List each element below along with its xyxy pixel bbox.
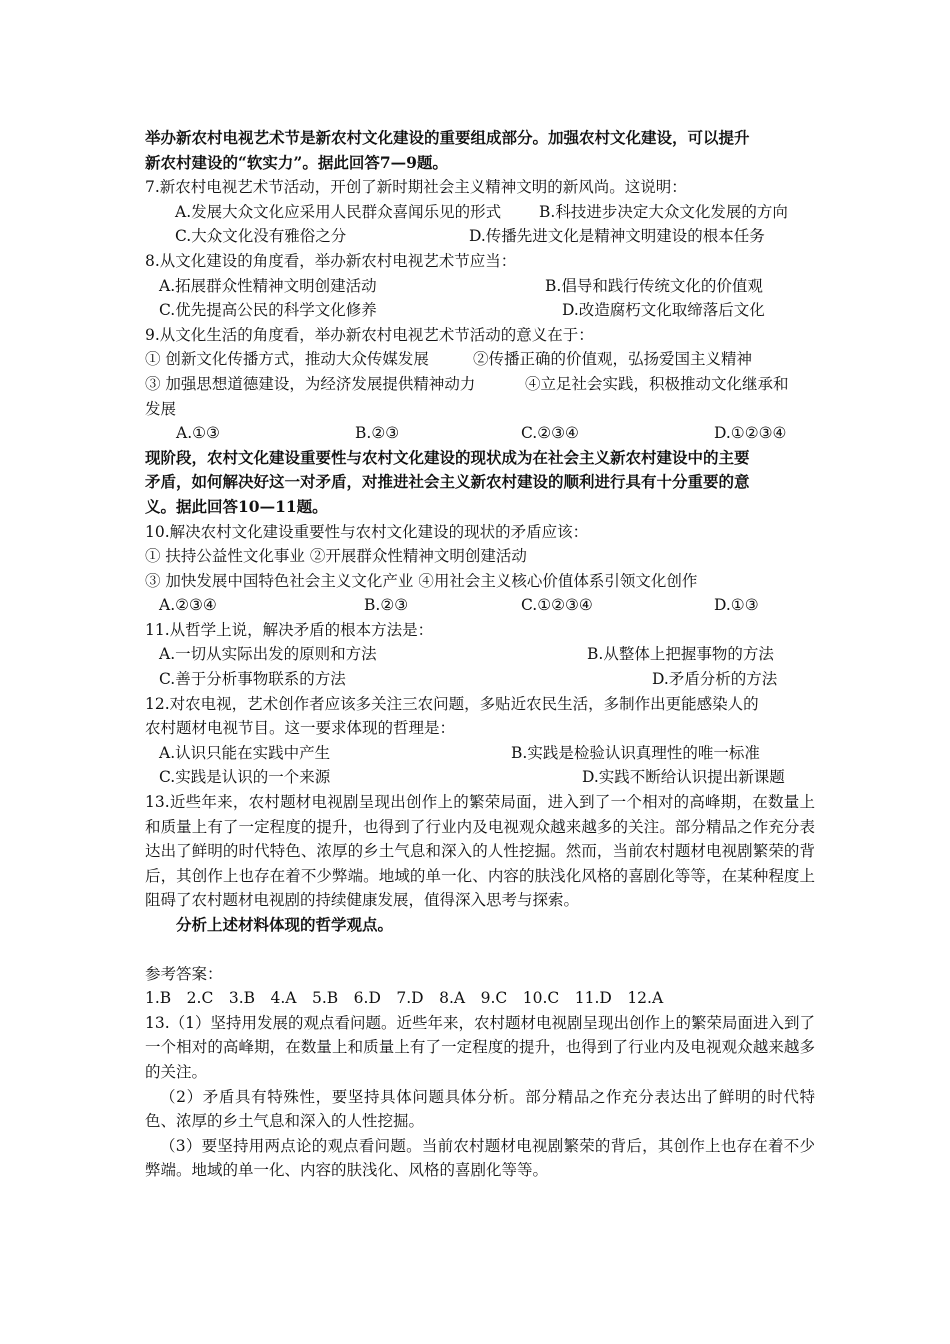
question-11-option-b: B.从整体上把握事物的方法	[587, 645, 774, 664]
question-8-options-ab	[145, 274, 815, 299]
document-page	[145, 126, 815, 1183]
question-8-stem: 8.从文化建设的角度看，举办新农村电视艺术节应当：	[145, 251, 517, 270]
question-11-option-d: D.矛盾分析的方法	[652, 670, 778, 689]
question-10-option-d: D.①③	[714, 596, 759, 615]
question-9-option-a: A.①③	[176, 424, 220, 443]
question-12-option-a: A.认识只能在实践中产生	[159, 743, 331, 762]
answers-choices: 1.B 2.C 3.B 4.A 5.B 6.D 7.D 8.A 9.C 10.C 11.D 12.A	[145, 989, 664, 1008]
answer-13-point-3: （3）要坚持用两点论的观点看问题。当前农村题材电视剧繁荣的背后，其创作上也存在着不少弊端。地域的单一化、内容的肤浅化、风格的喜剧化等等。	[145, 1136, 815, 1180]
question-8-options-cd	[145, 298, 815, 323]
question-11-options-cd	[145, 667, 815, 692]
question-10-option-a: A.②③④	[159, 596, 217, 615]
question-7-options-ab	[145, 200, 815, 225]
question-8-option-b: B.倡导和践行传统文化的价值观	[545, 276, 763, 295]
question-8-option-a: A.拓展群众性精神文明创建活动	[159, 276, 377, 295]
intro-7-9-line-2: 新农村建设的“软实力”。据此回答7—9题。	[145, 152, 448, 172]
question-9-statement-2: ②传播正确的价值观，弘扬爱国主义精神	[473, 350, 753, 369]
question-12-option-d: D.实践不断给认识提出新课题	[582, 768, 785, 787]
question-10-option-c: C.①②③④	[521, 596, 593, 615]
question-7-option-d: D.传播先进文化是精神文明建设的根本任务	[469, 227, 765, 246]
question-10-statements-34: ③ 加快发展中国特色社会主义文化产业 ④用社会主义核心价值体系引领文化创作	[145, 571, 698, 590]
question-9-statements-12	[145, 347, 815, 372]
question-10-option-b: B.②③	[364, 596, 409, 615]
question-12-stem-line-1: 12.对农电视，艺术创作者应该多关注三农问题，多贴近农民生活，多制作出更能感染人的	[145, 694, 759, 713]
question-9-statement-3: ③ 加强思想道德建设，为经济发展提供精神动力	[145, 374, 476, 393]
question-10-stem: 10.解决农村文化建设重要性与农村文化建设的现状的矛盾应该：	[145, 522, 589, 541]
question-9-option-c: C.②③④	[521, 424, 579, 443]
question-11-options-ab	[145, 642, 815, 667]
answers-title: 参考答案：	[145, 964, 223, 983]
question-12-stem-line-2: 农村题材电视节目。这一要求体现的哲理是：	[145, 719, 456, 738]
question-13-task: 分析上述材料体现的哲学观点。	[176, 915, 394, 934]
question-9-option-d: D.①②③④	[714, 424, 787, 443]
question-12-option-b: B.实践是检验认识真理性的唯一标准	[511, 743, 760, 762]
section-gap	[145, 938, 815, 962]
intro-10-11-line-1: 现阶段，农村文化建设重要性与农村文化建设的现状成为在社会主义新农村建设中的主要	[145, 447, 750, 467]
question-12-options-ab	[145, 741, 815, 766]
question-11-option-a: A.一切从实际出发的原则和方法	[159, 645, 377, 664]
intro-7-9-line-1: 举办新农村电视艺术节是新农村文化建设的重要组成部分。加强农村文化建设，可以提升	[145, 128, 750, 147]
question-11-stem: 11.从哲学上说，解决矛盾的根本方法是：	[145, 620, 434, 639]
intro-10-11-line-3: 义。据此回答10—11题。	[145, 496, 328, 516]
question-9-options	[145, 421, 815, 446]
intro-10-11-line-2: 矛盾，如何解决好这一对矛盾，对推进社会主义新农村建设的顺利进行具有十分重要的意	[145, 472, 750, 492]
question-9-statements-34	[145, 372, 815, 397]
question-10-options	[145, 593, 815, 618]
answer-13-point-1: 13.（1）坚持用发展的观点看问题。近些年来，农村题材电视剧呈现出创作上的繁荣局面进入到了一个相对的高峰期，在数量上和质量上有了一定程度的提升，也得到了行业内及电视观众越来越多的关注。	[145, 1013, 816, 1081]
question-9-stem: 9.从文化生活的角度看，举办新农村电视艺术节活动的意义在于：	[145, 325, 594, 344]
question-7-options-cd	[145, 224, 815, 249]
question-9-statement-4: ④立足社会实践，积极推动文化继承和	[525, 374, 789, 393]
question-10-statements-12: ① 扶持公益性文化事业 ②开展群众性精神文明创建活动	[145, 547, 527, 566]
question-13-material: 13.近些年来，农村题材电视剧呈现出创作上的繁荣局面，进入到了一个相对的高峰期，在数量上和质量上有了一定程度的提升，也得到了行业内及电视观众越来越多的关注。部分精品之作充分表达出了鲜明的时代特色、浓厚的乡土气息和深入的人性挖掘。然而，当前农村题材电视剧繁荣的背后，其创作上也存在着不少弊端。地域的单一化、内容的肤浅化风格的喜剧化等等，在某种程度上阻碍了农村题材电视剧的持续健康发展，值得深入思考与探索。	[145, 793, 815, 910]
answer-13-point-2: （2）矛盾具有特殊性，要坚持具体问题具体分析。部分精品之作充分表达出了鲜明的时代特色、浓厚的乡土气息和深入的人性挖掘。	[145, 1087, 815, 1131]
question-7-option-a: A.发展大众文化应采用人民群众喜闻乐见的形式	[175, 202, 502, 221]
question-8-option-d: D.改造腐朽文化取缔落后文化	[562, 301, 765, 320]
question-7-option-b: B.科技进步决定大众文化发展的方向	[539, 202, 788, 221]
question-12-options-cd	[145, 765, 815, 790]
question-7-stem: 7.新农村电视艺术节活动，开创了新时期社会主义精神文明的新风尚。这说明：	[145, 178, 687, 197]
question-7-option-c: C.大众文化没有雅俗之分	[175, 227, 347, 246]
question-11-option-c: C.善于分析事物联系的方法	[159, 670, 346, 689]
question-9-statement-1: ① 创新文化传播方式，推动大众传媒发展	[145, 350, 429, 369]
question-12-option-c: C.实践是认识的一个来源	[159, 768, 331, 787]
question-9-option-b: B.②③	[355, 424, 400, 443]
question-9-statement-4-cont: 发展	[145, 399, 177, 418]
question-8-option-c: C.优先提高公民的科学文化修养	[159, 301, 377, 320]
